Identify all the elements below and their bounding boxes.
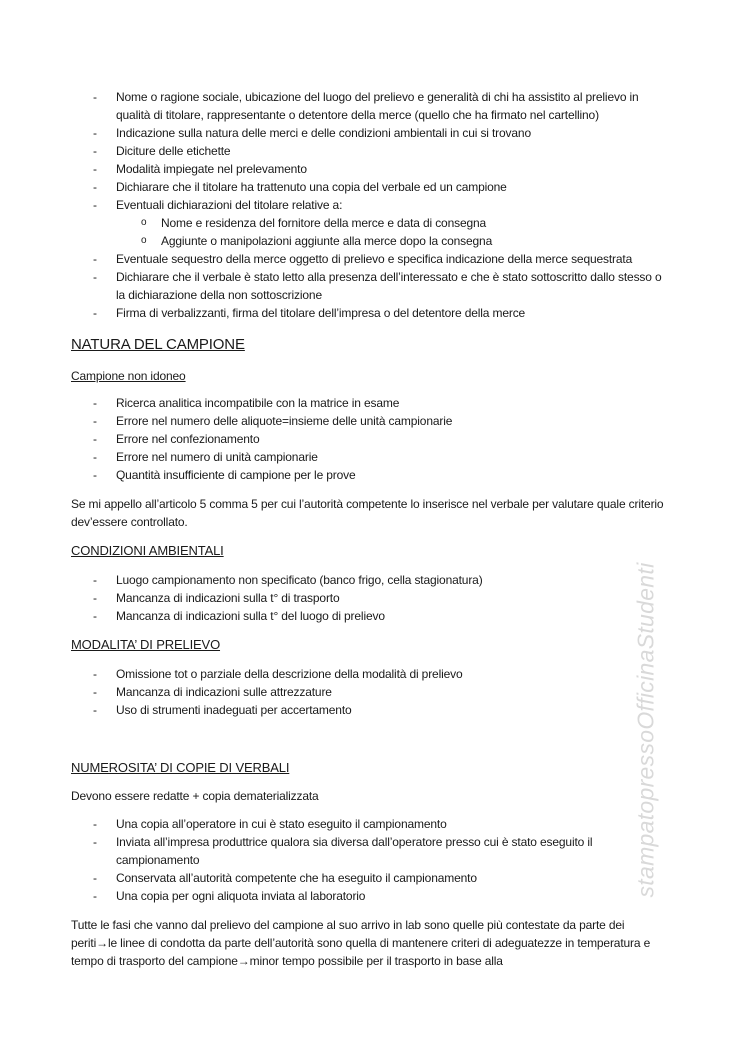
section-heading-condizioni: CONDIZIONI AMBIENTALI (71, 543, 224, 558)
natura-paragraph: Se mi appello all’articolo 5 comma 5 per cui l’autorità competente lo inserisce nel verbale per valutare quale criterio dev’essere controllato. (71, 497, 664, 529)
list-item (71, 665, 673, 683)
dash-bullet-icon: - (93, 180, 97, 194)
dash-bullet-icon: - (93, 468, 97, 482)
list-item-text: Conservata all’autorità competente che ha eseguito il campionamento (116, 871, 477, 885)
list-item (71, 160, 673, 178)
list-item (71, 466, 673, 484)
dash-bullet-icon: - (93, 685, 97, 699)
list-item-text: Indicazione sulla natura delle merci e delle condizioni ambientali in cui si trovano (116, 126, 531, 140)
list-item-text: Uso di strumenti inadeguati per accertamento (116, 703, 352, 717)
list-item-text: Dichiarare che il titolare ha trattenuto una copia del verbale ed un campione (116, 180, 507, 194)
list-item (71, 607, 673, 625)
list-item (71, 124, 673, 142)
list-item-text: Una copia all’operatore in cui è stato eseguito il campionamento (116, 817, 447, 831)
dash-bullet-icon: - (93, 144, 97, 158)
dash-bullet-icon: - (93, 871, 97, 885)
list-item-text: Aggiunte o manipolazioni aggiunte alla merce dopo la consegna (161, 234, 493, 248)
sub-list-item (71, 214, 673, 232)
list-item-text: Ricerca analitica incompatibile con la matrice in esame (116, 396, 400, 410)
subheading-campione-non-idoneo: Campione non idoneo (71, 369, 186, 383)
dash-bullet-icon: - (93, 306, 97, 320)
list-item-text: Modalità impiegate nel prelevamento (116, 162, 307, 176)
list-item-text: Omissione tot o parziale della descrizione della modalità di prelievo (116, 667, 463, 681)
list-item (71, 268, 673, 304)
list-item (71, 250, 673, 268)
dash-bullet-icon: - (93, 667, 97, 681)
list-item (71, 394, 673, 412)
section-heading-numerosita: NUMEROSITA’ DI COPIE DI VERBALI (71, 760, 290, 775)
list-item (71, 701, 673, 719)
list-item (71, 142, 673, 160)
list-item (71, 196, 673, 214)
list-item-text: Mancanza di indicazioni sulla t° del luogo di prelievo (116, 609, 385, 623)
dash-bullet-icon: - (93, 609, 97, 623)
dash-bullet-icon: - (93, 270, 97, 284)
list-item (71, 887, 673, 905)
list-item-text: Errore nel numero di unità campionarie (116, 450, 318, 464)
dash-bullet-icon: - (93, 450, 97, 464)
dash-bullet-icon: - (93, 573, 97, 587)
list-item (71, 178, 673, 196)
numerosita-intro: Devono essere redatte + copia dematerializzata (71, 789, 319, 803)
section-heading-natura: NATURA DEL CAMPIONE (71, 336, 245, 353)
requirements-list (71, 88, 673, 322)
natura-list (71, 394, 673, 484)
dash-bullet-icon: - (93, 414, 97, 428)
numerosita-list (71, 815, 673, 905)
list-item-text: Una copia per ogni aliquota inviata al laboratorio (116, 889, 366, 903)
list-item-text: Firma di verbalizzanti, firma del titolare dell’impresa o del detentore della merce (116, 306, 526, 320)
list-item-text: Eventuali dichiarazioni del titolare relative a: (116, 198, 343, 212)
list-item (71, 304, 673, 322)
dash-bullet-icon: - (93, 396, 97, 410)
list-item (71, 448, 673, 466)
list-item-text: Mancanza di indicazioni sulle attrezzature (116, 685, 332, 699)
list-item-text: Eventuale sequestro della merce oggetto di prelievo e specifica indicazione della merce sequestrata (116, 252, 633, 266)
modalita-list (71, 665, 673, 719)
list-item-text: Nome o ragione sociale, ubicazione del luogo del prelievo e generalità di chi ha assistito al prelievo in qualità di titolare, rappresentante o detentore della merce (quello che ha firmato nel cartellino) (116, 90, 639, 122)
dash-bullet-icon: - (93, 591, 97, 605)
dash-bullet-icon: - (93, 889, 97, 903)
circle-bullet-icon: o (141, 235, 147, 246)
list-item (71, 589, 673, 607)
list-item (71, 430, 673, 448)
watermark: stampatopressoOfficinaStudenti (632, 562, 659, 898)
numerosita-paragraph: Tutte le fasi che vanno dal prelievo del campione al suo arrivo in lab sono quelle più contestate da parte dei periti→le linee di condotta da parte dell’autorità sono quella di mantenere criteri di adeguatezze in temperatura e tempo di trasporto del campione→minor tempo possibile per il trasporto in base alla (71, 918, 651, 968)
list-item (71, 412, 673, 430)
condizioni-list (71, 571, 673, 625)
list-item-text: Errore nel confezionamento (116, 432, 260, 446)
section-heading-modalita: MODALITA’ DI PRELIEVO (71, 637, 221, 652)
list-item (71, 88, 673, 124)
list-item-text: Dichiarare che il verbale è stato letto alla presenza dell’interessato e che è stato sottoscritto dallo stesso o la dichiarazione della non sottoscrizione (116, 270, 662, 302)
list-item-text: Luogo campionamento non specificato (banco frigo, cella stagionatura) (116, 573, 483, 587)
dash-bullet-icon: - (93, 126, 97, 140)
dash-bullet-icon: - (93, 198, 97, 212)
list-item-text: Quantità insufficiente di campione per le prove (116, 468, 356, 482)
dash-bullet-icon: - (93, 817, 97, 831)
list-item (71, 815, 673, 833)
dash-bullet-icon: - (93, 162, 97, 176)
list-item-text: Inviata all’impresa produttrice qualora sia diversa dall’operatore presso cui è stato eseguito il campionamento (116, 835, 593, 867)
dash-bullet-icon: - (93, 703, 97, 717)
dash-bullet-icon: - (93, 90, 97, 104)
list-item-text: Diciture delle etichette (116, 144, 231, 158)
dash-bullet-icon: - (93, 432, 97, 446)
circle-bullet-icon: o (141, 217, 147, 228)
list-item-text: Nome e residenza del fornitore della merce e data di consegna (161, 216, 487, 230)
list-item (71, 833, 673, 869)
list-item (71, 571, 673, 589)
list-item-text: Mancanza di indicazioni sulla t° di trasporto (116, 591, 340, 605)
list-item (71, 683, 673, 701)
list-item-text: Errore nel numero delle aliquote=insieme delle unità campionarie (116, 414, 453, 428)
list-item (71, 869, 673, 887)
sub-list-item (71, 232, 673, 250)
dash-bullet-icon: - (93, 252, 97, 266)
dash-bullet-icon: - (93, 835, 97, 849)
